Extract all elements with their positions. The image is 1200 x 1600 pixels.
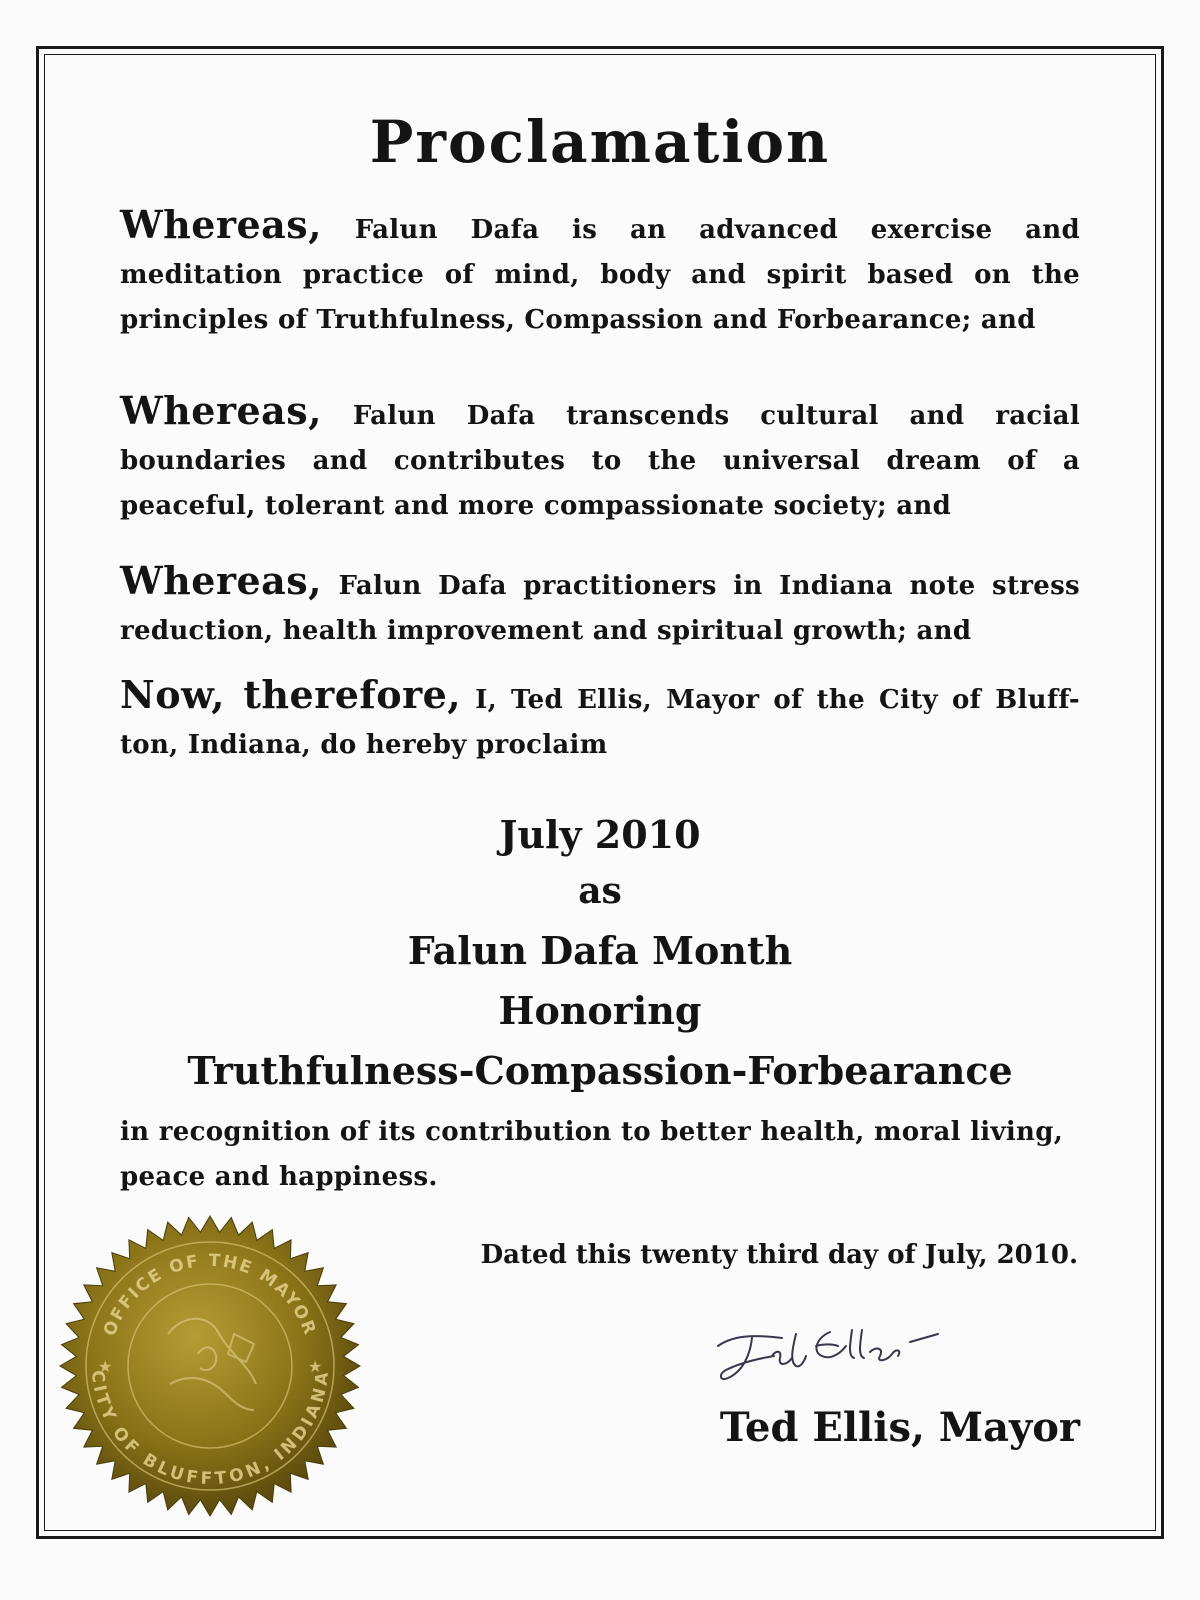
seal-bottom-text: CITY OF BLUFFTON, INDIANA [86,1369,334,1490]
dated-line: Dated this twenty third day of July, 2010. [480,1240,1078,1270]
paragraph-lead: Whereas, [120,388,322,433]
paragraph-lead: Whereas, [120,558,322,603]
proclaimed-principles: Truthfulness-Compassion-Forbearance [187,1048,1013,1093]
paragraph-text: Falun Dafa practitioners in Indiana note stress reduction, health improvement and spiritual growth; and [120,571,1080,646]
signature-image [712,1316,952,1396]
proclaimed-date: July 2010 [499,812,701,857]
paragraph-lead: Now, therefore, [120,672,462,717]
proclaimed-name: Falun Dafa Month [407,928,793,973]
svg-text:★: ★ [308,1357,323,1376]
signer-name: Ted Ellis, Mayor [719,1404,1080,1451]
whereas-paragraph-1 [120,202,1080,343]
paragraph-lead: Whereas, [120,202,322,247]
seal-top-text: OFFICE OF THE MAYOR [99,1250,321,1339]
therefore-paragraph [120,672,1080,768]
official-seal-icon [58,1214,362,1518]
whereas-paragraph-3 [120,558,1080,654]
paragraph-text: I, Ted Ellis, Mayor of the City of Bluff- ton, Indiana, do hereby proclaim [120,685,1080,760]
recognition-paragraph: in recognition of its contribution to better health, moral living, peace and happiness. [120,1117,1064,1192]
document-title: Proclamation [369,108,831,176]
paragraph-text: Falun Dafa transcends cultural and racial boundaries and contributes to the universal dream of a peaceful, tolerant and more compassionate society; and [120,401,1080,521]
whereas-paragraph-2 [120,388,1080,529]
proclaimed-honoring: Honoring [498,988,702,1033]
svg-text:★: ★ [98,1357,113,1376]
paragraph-text: Falun Dafa is an advanced exercise and meditation practice of mind, body and spirit based on the principles of Truthfulness, Compassion and Forbearance; and [120,215,1080,335]
proclaimed-as: as [578,870,622,912]
